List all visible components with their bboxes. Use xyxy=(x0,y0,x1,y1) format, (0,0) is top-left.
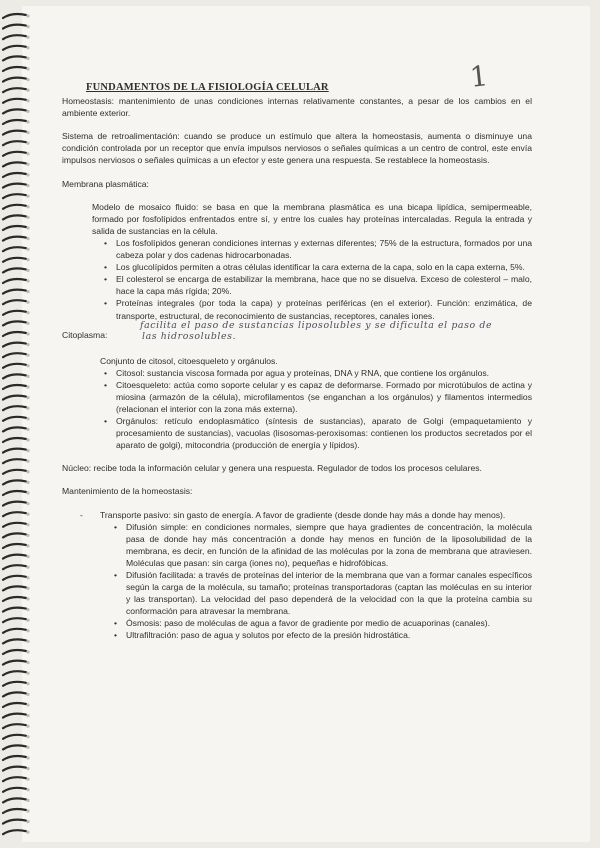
binding-hole xyxy=(26,99,29,102)
spiral-coil xyxy=(3,290,26,294)
spiral-coil xyxy=(3,597,26,601)
spiral-coil xyxy=(3,767,26,771)
spiral-coil xyxy=(3,406,26,410)
spiral-coil xyxy=(3,120,26,124)
membrana-bullet-list xyxy=(62,237,532,322)
binding-hole xyxy=(26,110,29,113)
spiral-coil xyxy=(3,820,26,824)
binding-hole xyxy=(26,587,29,590)
binding-hole xyxy=(26,290,29,293)
binding-hole xyxy=(26,534,29,537)
list-item: • Ultrafiltración: paso de agua y solutos por efecto de la presión hidrostática. xyxy=(114,630,411,641)
spiral-coil xyxy=(3,671,26,675)
binding-hole xyxy=(26,195,29,198)
binding-hole xyxy=(26,173,29,176)
binding-hole xyxy=(26,131,29,134)
binding-hole xyxy=(26,491,29,494)
spiral-coil xyxy=(3,374,26,378)
document-body xyxy=(62,82,532,642)
binding-hole xyxy=(26,385,29,388)
spiral-coil xyxy=(3,745,26,749)
spiral-coil xyxy=(3,459,26,463)
spiral-coil xyxy=(3,470,26,474)
binding-hole xyxy=(26,142,29,145)
spiral-coil xyxy=(3,533,26,537)
binding-hole xyxy=(26,502,29,505)
spiral-coil xyxy=(3,438,26,442)
list-item: • Difusión facilitada: a través de proteínas del interior de la membrana que van a formar canales específicos según la carga de la molécula, su tamaño; proteínas transportadoras (captan las moléculas en su interior y las transportan). La velocidad del paso dependerá de la velocidad con la que la proteína cambia su conformación para atravesar la membrana. xyxy=(114,570,532,617)
feedback-system-definition: Sistema de retroalimentación: cuando se produce un estímulo que altera la homeostasis, aumenta o disminuye una condición controlada por un receptor que envía impulsos nerviosos o señales químicas a un centro de control, este envía impulsos nerviosos o señales químicas a un efector y este genera una respuesta. Se restablece la homeostasis. xyxy=(62,131,532,166)
spiral-coil xyxy=(3,25,26,29)
spiral-coil xyxy=(3,427,26,431)
spiral-coil xyxy=(3,364,26,368)
binding-hole xyxy=(26,248,29,251)
spiral-coil xyxy=(3,724,26,728)
spiral-coil xyxy=(3,321,26,325)
spiral-coil xyxy=(3,735,26,739)
list-item: • Citoesqueleto: actúa como soporte celular y es capaz de deformarse. Formado por microtúbulos de actina y miosina (armazón de la célula), microfilamentos (se enganchan a los orgánulos) y filamentos intermedios (relacionan el interior con la zona más externa). xyxy=(104,379,532,414)
spiral-coil xyxy=(3,502,26,506)
spiral-coil xyxy=(3,205,26,209)
binding-hole xyxy=(26,216,29,219)
binding-hole xyxy=(26,693,29,696)
spiral-coil xyxy=(3,661,26,665)
binding-hole xyxy=(26,470,29,473)
binding-hole xyxy=(26,57,29,60)
binding-hole xyxy=(26,226,29,229)
binding-hole xyxy=(26,396,29,399)
spiral-coil xyxy=(3,512,26,516)
binding-hole xyxy=(26,343,29,346)
spiral-coil xyxy=(3,247,26,251)
binding-hole xyxy=(26,788,29,791)
spiral-coil xyxy=(3,714,26,718)
spiral-coil xyxy=(3,152,26,156)
transporte-bullet-list xyxy=(62,521,532,642)
list-item: • Orgánulos: retículo endoplasmático (síntesis de sustancias), aparato de Golgi (empaquetamiento y procesamiento de sustancias), vacuolas (lisosomas-peroxisomas: contienen los productos secretados por el aparato de golgi), mitocondria (producción de energía y lípidos). xyxy=(104,416,532,451)
binding-hole xyxy=(26,449,29,452)
binding-hole xyxy=(26,364,29,367)
binding-hole xyxy=(26,767,29,770)
spiral-coil xyxy=(3,629,26,633)
spiral-coil xyxy=(3,226,26,230)
spiral-coil xyxy=(3,109,26,113)
binding-hole xyxy=(26,25,29,28)
spiral-coil xyxy=(3,565,26,569)
binding-hole xyxy=(26,152,29,155)
citoplasma-label: Citoplasma: xyxy=(62,329,108,340)
binding-hole xyxy=(26,67,29,70)
spiral-coil xyxy=(3,491,26,495)
list-item: • El colesterol se encarga de estabilizar la membrana, hace que no se disuelva. Exceso de colesterol – malo, hace la capa más rígida; 20%. xyxy=(104,274,532,297)
binding-hole xyxy=(26,78,29,81)
binding-hole xyxy=(26,778,29,781)
binding-hole xyxy=(26,354,29,357)
nucleo-paragraph: Núcleo: recibe toda la información celular y genera una respuesta. Regulador de todos los procesos celulares. xyxy=(62,463,482,474)
spiral-coil xyxy=(3,692,26,696)
citoplasma-bullet-list xyxy=(62,367,532,452)
binding-hole xyxy=(26,555,29,558)
binding-hole xyxy=(26,735,29,738)
binding-hole xyxy=(26,629,29,632)
spiral-coil xyxy=(3,618,26,622)
binding-hole xyxy=(26,301,29,304)
spiral-coil xyxy=(3,449,26,453)
binding-hole xyxy=(26,237,29,240)
spiral-coil xyxy=(3,608,26,612)
spiral-coil xyxy=(3,268,26,272)
binding-hole xyxy=(26,481,29,484)
list-item: • Difusión simple: en condiciones normales, siempre que haya gradientes de concentración, la molécula pasa de donde hay más concentración a donde hay menos en función de la liposolubilidad de la membrana, es decir, en función de la afinidad de las moléculas por la zona de membrana que atraviesen. Moléculas que pasan: sin carga (iones no), pequeñas e hidrofóbicas. xyxy=(114,521,532,568)
binding-hole xyxy=(26,576,29,579)
binding-hole xyxy=(26,809,29,812)
spiral-coil xyxy=(3,830,26,834)
binding-hole xyxy=(26,756,29,759)
handwritten-page-number: 1 xyxy=(468,59,490,94)
spiral-coil xyxy=(3,99,26,103)
list-item: • Los glucolípidos permiten a otras células identificar la cara externa de la capa, solo en la capa externa, 5%. xyxy=(104,262,525,273)
spiral-coil xyxy=(3,162,26,166)
spiral-coil xyxy=(3,703,26,707)
binding-hole xyxy=(26,820,29,823)
spiral-coil xyxy=(3,237,26,241)
list-item: • Citosol: sustancia viscosa formada por agua y proteínas, DNA y RNA, que contiene los orgánulos. xyxy=(104,367,490,378)
spiral-coil xyxy=(3,417,26,421)
list-item: • Proteínas integrales (por toda la capa) y proteínas periféricas (en el exterior). Función: enzimática, de transporte, estructural, de reconocimiento de sustancias, receptores, canales iones. xyxy=(104,298,532,321)
spiral-coil xyxy=(3,576,26,580)
binding-hole xyxy=(26,163,29,166)
binding-hole xyxy=(26,417,29,420)
spiral-coil xyxy=(3,385,26,389)
spiral-coil xyxy=(3,258,26,262)
spiral-coil xyxy=(3,300,26,304)
binding-hole xyxy=(26,205,29,208)
binding-hole xyxy=(26,89,29,92)
spiral-coil xyxy=(3,396,26,400)
binding-hole xyxy=(26,640,29,643)
spiral-coil xyxy=(3,586,26,590)
spiral-coil xyxy=(3,56,26,60)
page-title: FUNDAMENTOS DE LA FISIOLOGÍA CELULAR xyxy=(86,82,329,93)
spiral-coil xyxy=(3,343,26,347)
membrana-model-paragraph: Modelo de mosaico fluido: se basa en que la membrana plasmática es una bicapa lipídica, semipermeable, formado por fosfolípidos enfrentados entre sí, y entre los cuales hay proteínas intercaladas. Regula la entrada y salida de sustancias en la célula. xyxy=(92,201,532,236)
spiral-coil xyxy=(3,788,26,792)
binding-hole xyxy=(26,682,29,685)
list-item: • Ósmosis: paso de moléculas de agua a favor de gradiente por medio de acuaporinas (canales). xyxy=(114,618,491,629)
spiral-coil xyxy=(3,544,26,548)
binding-hole xyxy=(26,544,29,547)
spiral-coil xyxy=(3,173,26,177)
spiral-coil xyxy=(3,311,26,315)
binding-hole xyxy=(26,258,29,261)
spiral-coil xyxy=(3,639,26,643)
binding-hole xyxy=(26,831,29,834)
spiral-coil xyxy=(3,67,26,71)
binding-hole xyxy=(26,566,29,569)
spiral-coil xyxy=(3,131,26,135)
spiral-coil xyxy=(3,194,26,198)
binding-hole xyxy=(26,714,29,717)
binding-hole xyxy=(26,322,29,325)
spiral-binding xyxy=(0,8,34,840)
binding-hole xyxy=(26,672,29,675)
citoplasma-row xyxy=(62,319,532,346)
binding-hole xyxy=(26,597,29,600)
spiral-coil xyxy=(3,523,26,527)
handwritten-note-line-2: las hidrosolubles. xyxy=(142,330,237,342)
spiral-coil xyxy=(3,650,26,654)
binding-hole xyxy=(26,311,29,314)
binding-hole xyxy=(26,407,29,410)
membrana-heading: Membrana plasmática: xyxy=(62,178,149,189)
spiral-coil xyxy=(3,555,26,559)
mantenimiento-heading: Mantenimiento de la homeostasis: xyxy=(62,486,193,497)
spiral-coil xyxy=(3,480,26,484)
spiral-coil xyxy=(3,353,26,357)
spiral-coil xyxy=(3,279,26,283)
binding-hole xyxy=(26,799,29,802)
binding-hole xyxy=(26,650,29,653)
binding-hole xyxy=(26,375,29,378)
spiral-coil xyxy=(3,14,26,18)
spiral-coil xyxy=(3,809,26,813)
binding-hole xyxy=(26,332,29,335)
binding-hole xyxy=(26,513,29,516)
binding-hole xyxy=(26,661,29,664)
binding-hole xyxy=(26,725,29,728)
binding-hole xyxy=(26,14,29,17)
handwritten-note-line-1: facilita el paso de sustancias liposolubles y se dificulta el paso de xyxy=(140,319,493,331)
citoplasma-paragraph: Conjunto de citosol, citoesqueleto y orgánulos. xyxy=(100,355,278,366)
spiral-coil xyxy=(3,756,26,760)
binding-hole xyxy=(26,279,29,282)
spiral-coil xyxy=(3,215,26,219)
spiral-coil xyxy=(3,798,26,802)
list-item: • Los fosfolípidos generan condiciones internas y externas diferentes; 75% de la estructura, formados por una cabeza polar y dos cadenas hidrocarbonadas. xyxy=(104,237,532,261)
binding-hole xyxy=(26,428,29,431)
spiral-coil xyxy=(3,682,26,686)
binding-hole xyxy=(26,460,29,463)
spiral-coil xyxy=(3,35,26,39)
binding-hole xyxy=(26,120,29,123)
spiral-coil xyxy=(3,141,26,145)
homeostasis-definition: Homeostasis: mantenimiento de unas condiciones internas relativamente constantes, a pesar de los cambios en el ambiente exterior. xyxy=(62,96,532,119)
binding-hole xyxy=(26,703,29,706)
binding-hole xyxy=(26,438,29,441)
binding-hole xyxy=(26,619,29,622)
spiral-coil xyxy=(3,88,26,92)
spiral-coil xyxy=(3,184,26,188)
spiral-coil xyxy=(3,332,26,336)
binding-hole xyxy=(26,523,29,526)
binding-hole xyxy=(26,608,29,611)
binding-hole xyxy=(26,269,29,272)
spiral-coil xyxy=(3,777,26,781)
transporte-pasivo-item: - Transporte pasivo: sin gasto de energía. A favor de gradiente (desde donde hay más a donde hay menos). xyxy=(80,509,506,520)
binding-hole xyxy=(26,746,29,749)
binding-hole xyxy=(26,46,29,49)
binding-hole xyxy=(26,36,29,39)
spiral-coil xyxy=(3,78,26,82)
spiral-coil xyxy=(3,46,26,50)
binding-hole xyxy=(26,184,29,187)
